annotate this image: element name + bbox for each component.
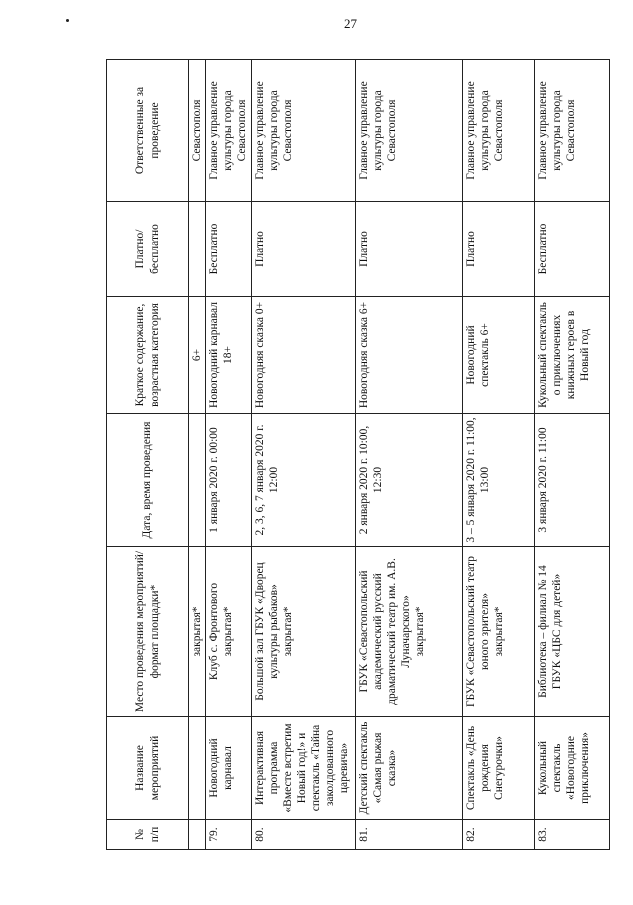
cell-venue: закрытая* bbox=[189, 547, 206, 717]
cell-summary: Новогодняя сказка 6+ bbox=[356, 297, 463, 414]
cell-summary: Новогодний карнавал 18+ bbox=[206, 297, 252, 414]
cell-name: Детский спектакль «Самая рыжая сказка» bbox=[356, 717, 463, 820]
cell-date: 2, 3, 6, 7 января 2020 г. 12:00 bbox=[252, 414, 356, 547]
header-row bbox=[107, 60, 189, 850]
venue-format: закрытая* bbox=[222, 606, 235, 657]
page-number: 27 bbox=[344, 16, 357, 31]
header-num: № п/п bbox=[107, 820, 189, 850]
cell-venue bbox=[206, 547, 252, 717]
cell-num bbox=[189, 820, 206, 850]
venue-format: закрытая* bbox=[493, 606, 506, 657]
venue-text: ГБУК «Севастопольский академический русский драматический театр им. А.В. Луначарского» bbox=[358, 558, 413, 705]
continuation-row bbox=[189, 60, 206, 850]
header-venue: Место проведения мероприятий/ формат площадки* bbox=[107, 547, 189, 717]
venue-text: ГБУК «Севастопольский театр юного зрителя» bbox=[465, 556, 492, 707]
header-name: Название мероприятий bbox=[107, 717, 189, 820]
cell-date: 1 января 2020 г. 00:00 bbox=[206, 414, 252, 547]
cell-venue bbox=[463, 547, 535, 717]
rotated-table-container bbox=[106, 60, 592, 850]
table-row bbox=[535, 60, 610, 850]
cell-name: Спектакль «День рождения Снегурочки» bbox=[463, 717, 535, 820]
cell-num: 82. bbox=[463, 820, 535, 850]
cell-name: Кукольный спектакль «Новогодние приключения» bbox=[535, 717, 610, 820]
cell-paid: Платно bbox=[463, 202, 535, 297]
cell-summary: 6+ bbox=[189, 297, 206, 414]
cell-summary: Новогодний спектакль 6+ bbox=[463, 297, 535, 414]
cell-paid: Бесплатно bbox=[206, 202, 252, 297]
cell-num: 80. bbox=[252, 820, 356, 850]
header-summary: Краткое содержание, возрастная категория bbox=[107, 297, 189, 414]
cell-responsible: Главное управление культуры города Севастополя bbox=[535, 60, 610, 202]
scan-speck bbox=[66, 19, 69, 22]
cell-date: 2 января 2020 г. 10:00, 12:30 bbox=[356, 414, 463, 547]
cell-date: 3 – 5 января 2020 г. 11:00, 13:00 bbox=[463, 414, 535, 547]
cell-num: 81. bbox=[356, 820, 463, 850]
venue-text: Большой зал ГБУК «Дворец культуры рыбаков» bbox=[254, 562, 281, 701]
header-date: Дата, время проведения bbox=[107, 414, 189, 547]
cell-date: 3 января 2020 г. 11:00 bbox=[535, 414, 610, 547]
cell-venue bbox=[356, 547, 463, 717]
venue-text: Библиотека – филиал № 14 ГБУК «ЦБС для детей» bbox=[537, 565, 564, 698]
cell-paid: Платно bbox=[252, 202, 356, 297]
venue-format: закрытая* bbox=[282, 606, 295, 657]
cell-responsible: Главное управление культуры города Севастополя bbox=[252, 60, 356, 202]
cell-paid bbox=[189, 202, 206, 297]
cell-summary: Новогодняя сказка 0+ bbox=[252, 297, 356, 414]
cell-name bbox=[189, 717, 206, 820]
header-paid: Платно/ бесплатно bbox=[107, 202, 189, 297]
cell-paid: Платно bbox=[356, 202, 463, 297]
cell-name: Интерактивная программа «Вместе встретим Новый год!» и спектакль «Тайна заколдованного царевича» bbox=[252, 717, 356, 820]
cell-summary: Кукольный спектакль о приключениях книжных героев в Новый год bbox=[535, 297, 610, 414]
table-row bbox=[463, 60, 535, 850]
cell-responsible: Главное управление культуры города Севастополя bbox=[356, 60, 463, 202]
cell-num: 79. bbox=[206, 820, 252, 850]
venue-text: Клуб с. Фронтового bbox=[208, 582, 221, 681]
cell-responsible: Главное управление культуры города Севастополя bbox=[463, 60, 535, 202]
cell-venue bbox=[252, 547, 356, 717]
cell-paid: Бесплатно bbox=[535, 202, 610, 297]
header-responsible: Ответственные за проведение bbox=[107, 60, 189, 202]
cell-responsible: Главное управление культуры города Севастополя bbox=[206, 60, 252, 202]
table-row bbox=[206, 60, 252, 850]
venue-format: закрытая* bbox=[414, 606, 427, 657]
cell-name: Новогодний карнавал bbox=[206, 717, 252, 820]
cell-venue bbox=[535, 547, 610, 717]
events-table bbox=[106, 59, 610, 850]
table-row bbox=[356, 60, 463, 850]
table-row bbox=[252, 60, 356, 850]
cell-responsible: Севастополя bbox=[189, 60, 206, 202]
cell-date bbox=[189, 414, 206, 547]
cell-num: 83. bbox=[535, 820, 610, 850]
